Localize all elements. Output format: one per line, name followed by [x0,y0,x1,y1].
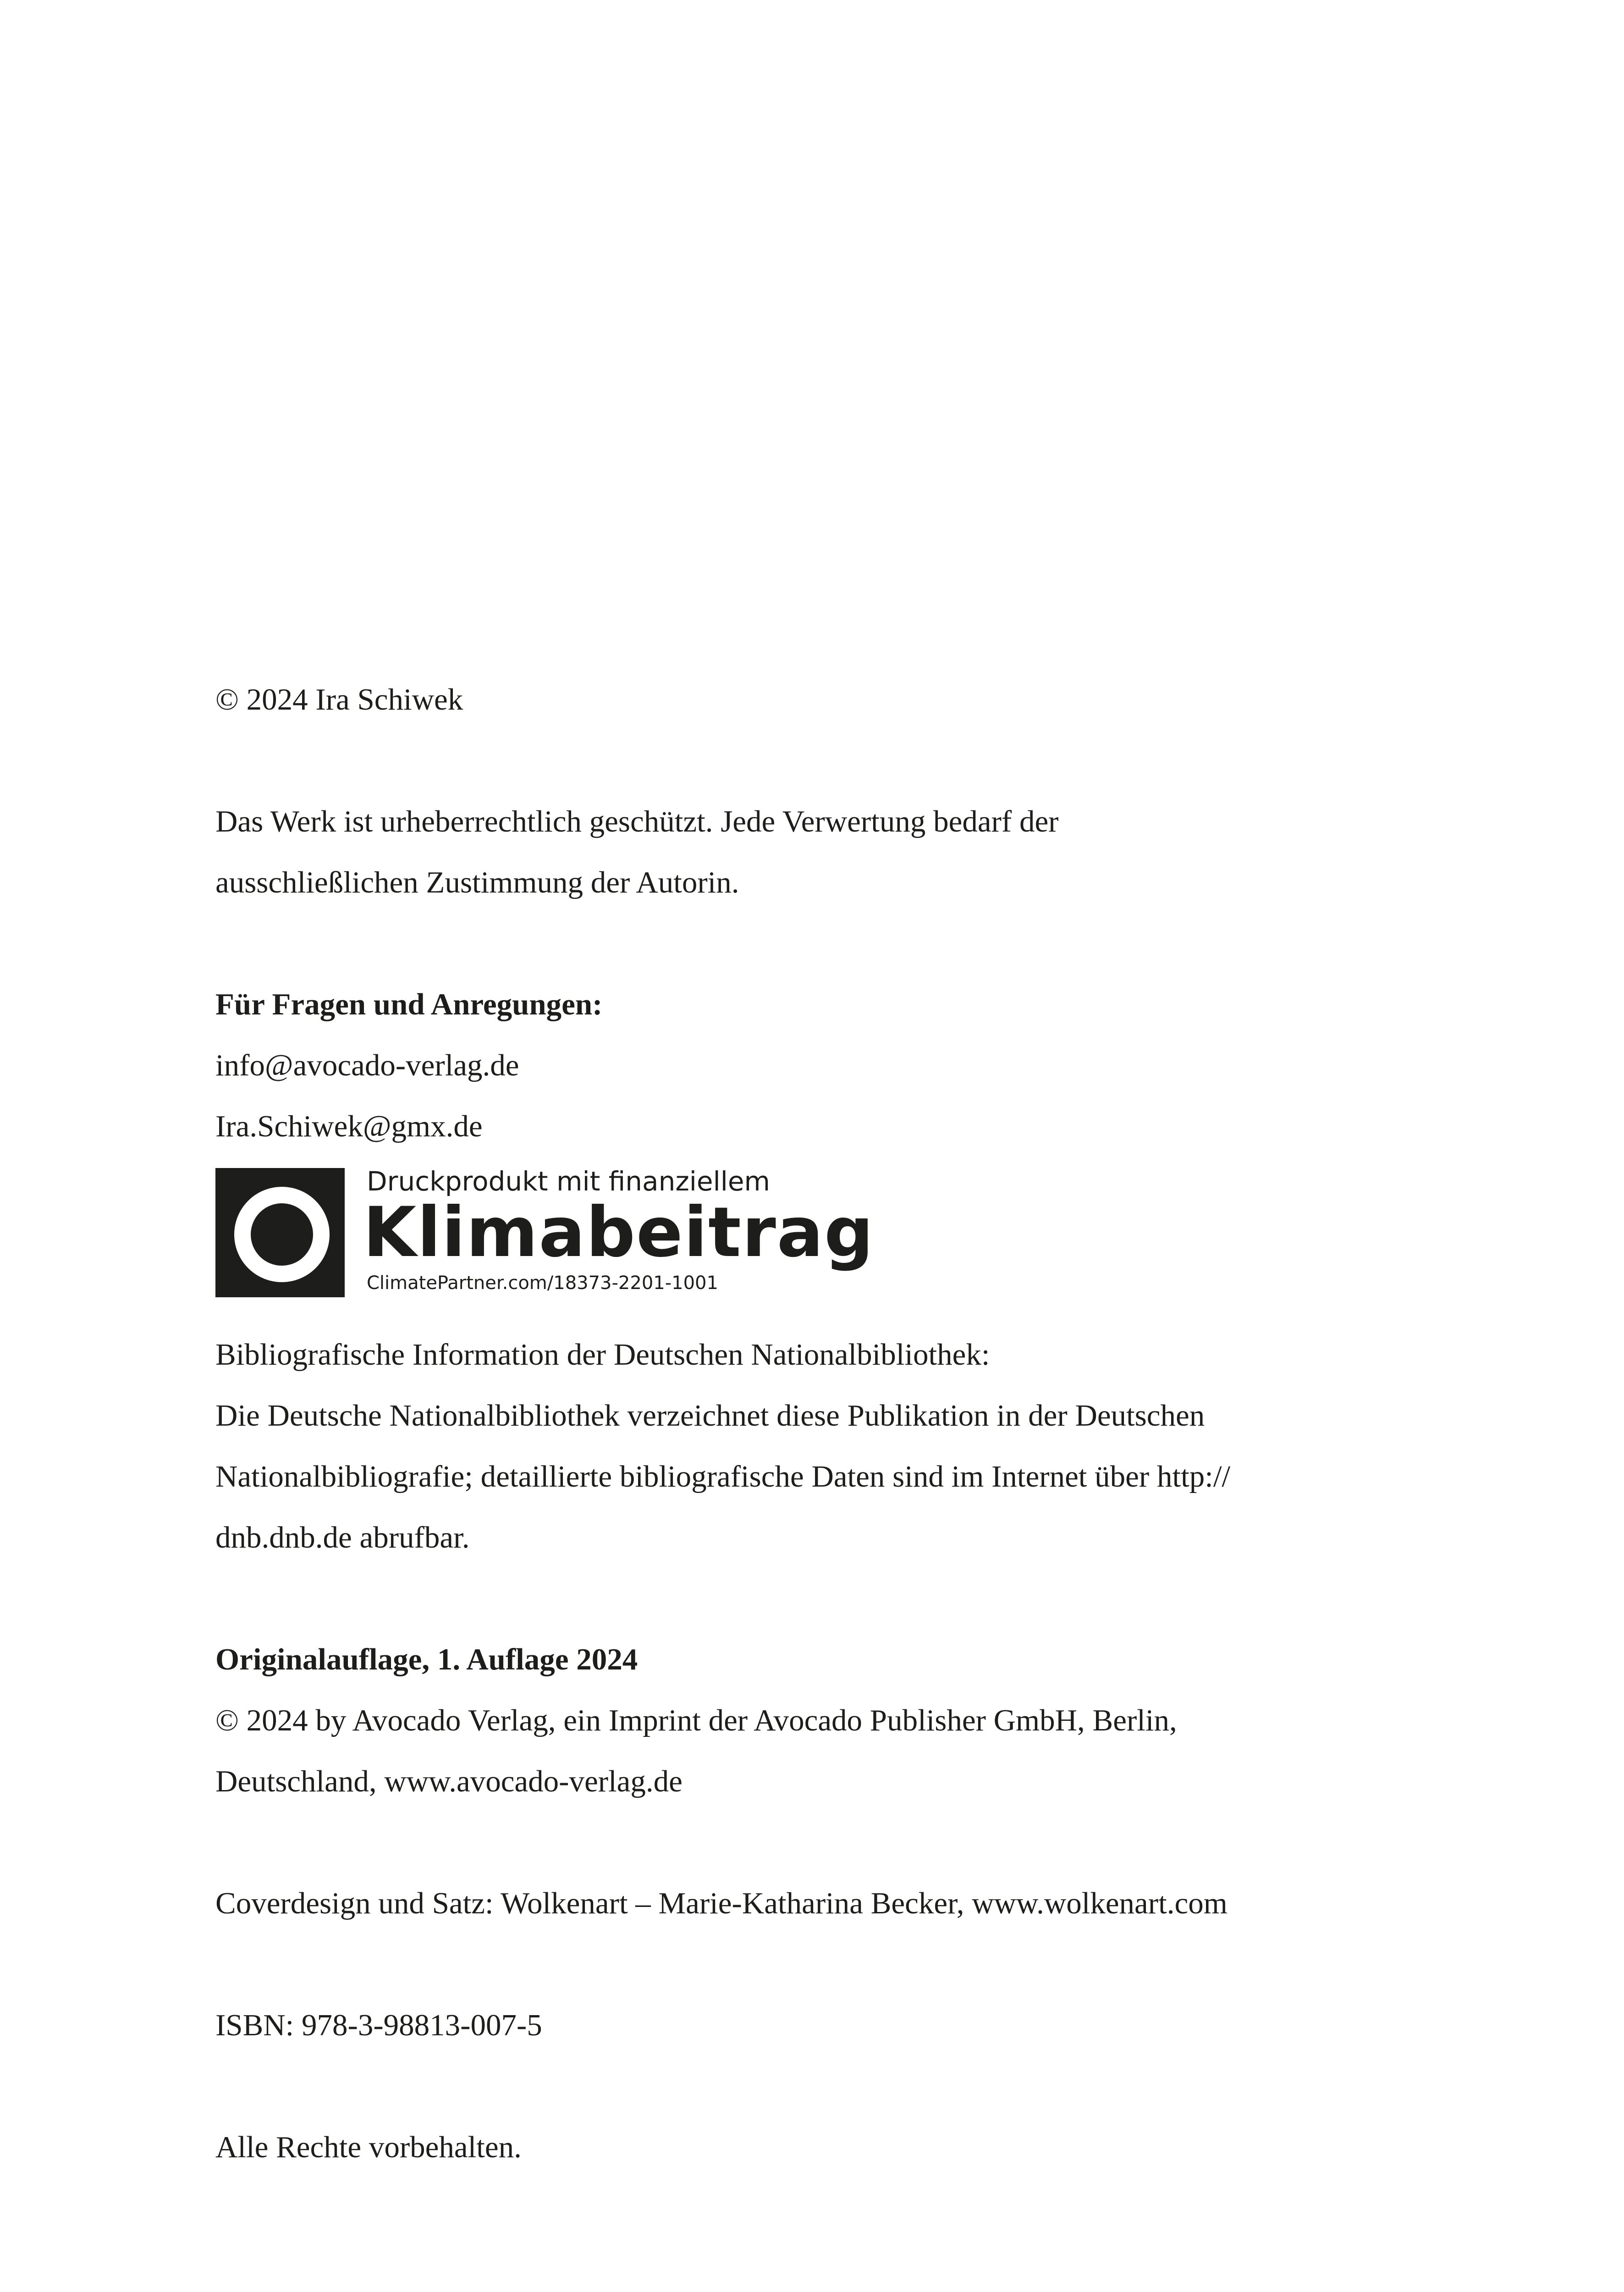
contact-email-author: Ira.Schiwek@gmx.de [215,1109,483,1143]
contact-email-publisher: info@avocado-verlag.de [215,1048,519,1082]
design-credit: Coverdesign und Satz: Wolkenart – Marie-Katharina Becker, www.wolkenart.com [215,1886,1228,1920]
isbn-block [215,1995,1453,2056]
bibliography-line: Nationalbibliografie; detaillierte bibliografische Daten sind im Internet über http:// [215,1460,1231,1493]
climate-partner-logo [215,1162,1453,1299]
bibliography-line: Bibliografische Information der Deutschen Nationalbibliothek: [215,1338,990,1372]
climate-logo-id: ClimatePartner.com/18373-2201-1001 [367,1273,718,1294]
imprint-text [215,669,1453,2178]
rights-notice-line: Das Werk ist urheberrechtlich geschützt. Jede Verwertung bedarf der [215,804,1059,838]
edition-block [215,1629,1453,1812]
edition-line: Deutschland, www.avocado-verlag.de [215,1764,683,1798]
rights-notice-block [215,791,1453,913]
climate-ring-icon [215,1168,345,1297]
bibliography-line: dnb.dnb.de abrufbar. [215,1521,470,1554]
contact-block [215,974,1453,1157]
rights-notice-line: ausschließlichen Zustimmung der Autorin. [215,865,739,899]
isbn: ISBN: 978-3-98813-007-5 [215,2008,542,2042]
contact-heading: Für Fragen und Anregungen: [215,987,603,1021]
bibliography-block [215,1324,1453,1568]
author-copyright-block [215,669,1453,730]
author-copyright: © 2024 Ira Schiwek [215,683,463,716]
bibliography-line: Die Deutsche Nationalbibliothek verzeichnet diese Publikation in der Deutschen [215,1399,1205,1432]
all-rights-reserved: Alle Rechte vorbehalten. [215,2130,522,2164]
design-credit-block [215,1873,1453,1934]
edition-heading: Originalauflage, 1. Auflage 2024 [215,1642,638,1676]
climate-logo-subtitle: Druckprodukt mit finanziellem [367,1166,770,1197]
all-rights-block [215,2117,1453,2178]
edition-line: © 2024 by Avocado Verlag, ein Imprint der Avocado Publisher GmbH, Berlin, [215,1703,1177,1737]
climate-logo-title: Klimabeitrag [363,1193,875,1273]
